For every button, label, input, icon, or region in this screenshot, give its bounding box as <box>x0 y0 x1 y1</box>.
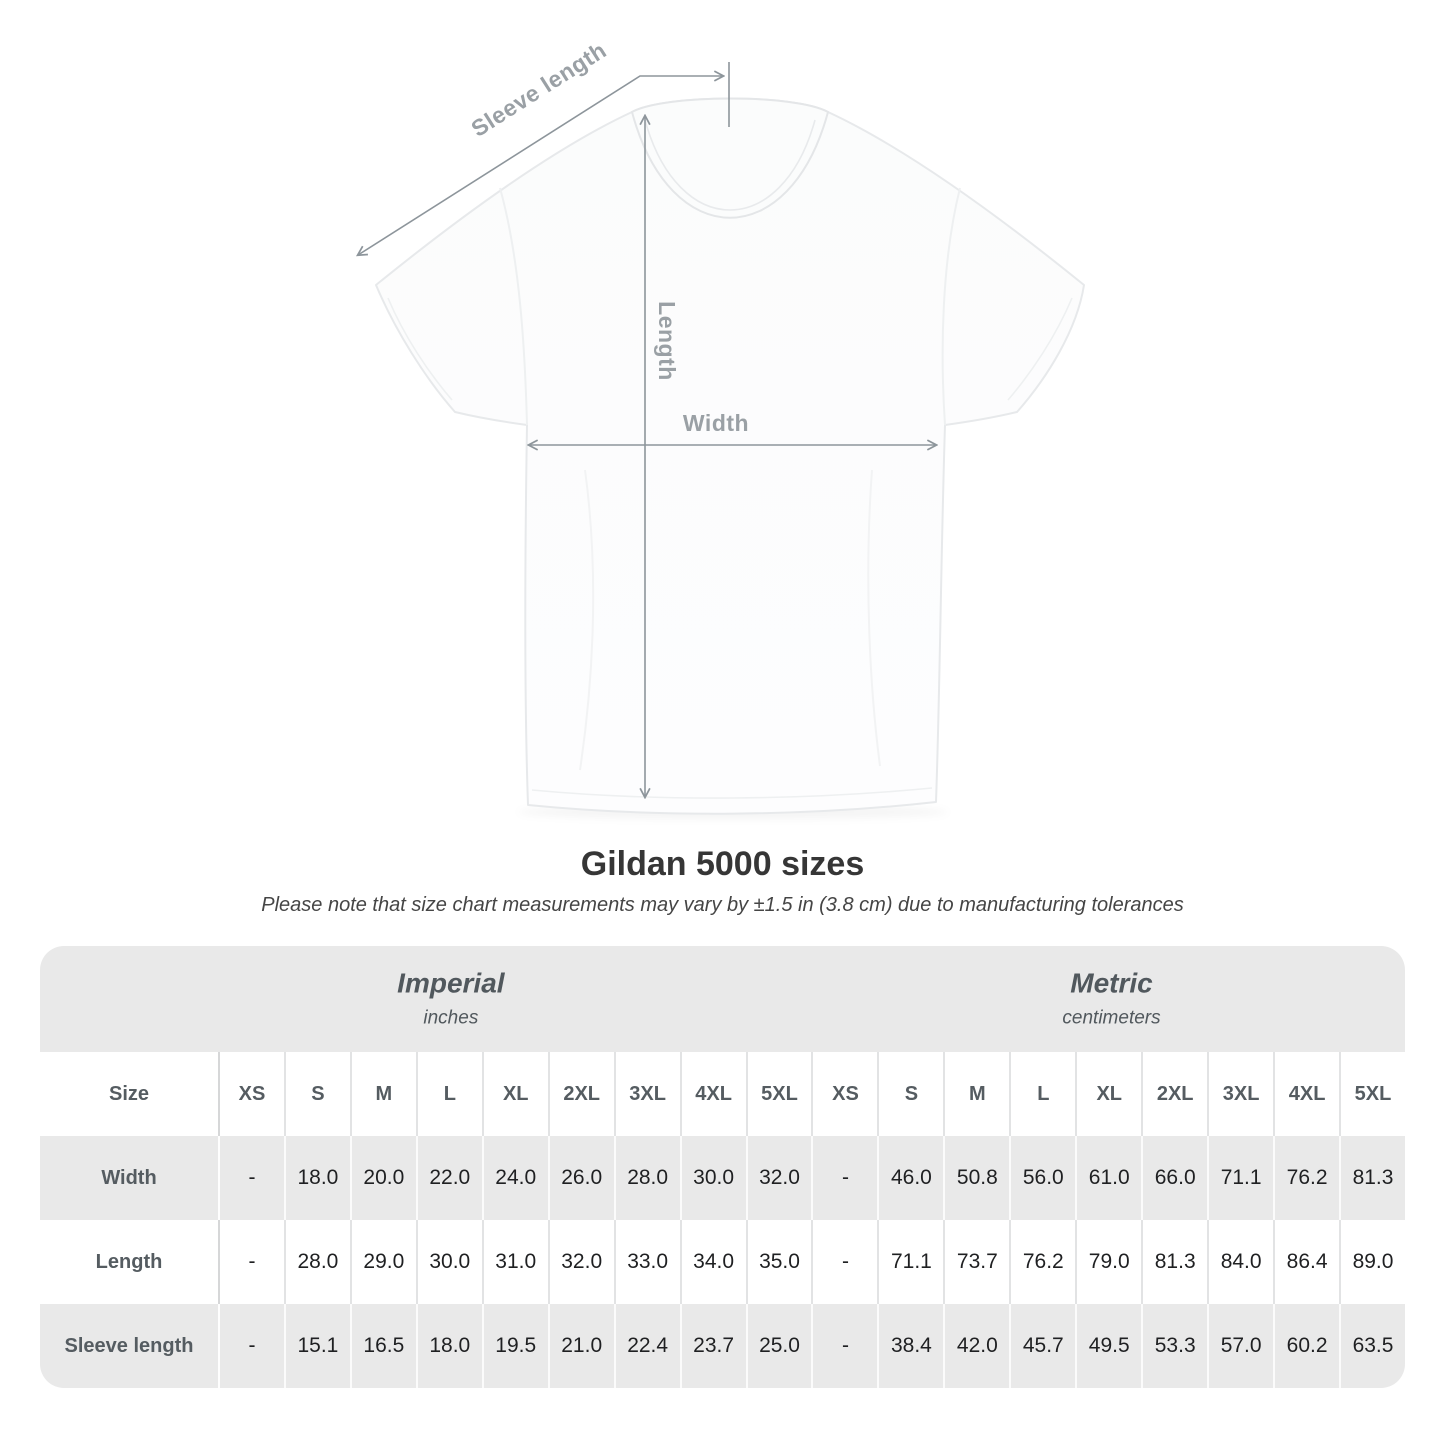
value-cell: 53.3 <box>1141 1304 1207 1388</box>
tolerance-note: Please note that size chart measurements may vary by ±1.5 in (3.8 cm) due to manufacturing tolerances <box>261 894 1184 916</box>
value-cell: 42.0 <box>943 1304 1009 1388</box>
value-cell: 28.0 <box>614 1136 680 1220</box>
column-header: XL <box>482 1052 548 1136</box>
column-header: 4XL <box>680 1052 746 1136</box>
value-cell: 61.0 <box>1075 1136 1141 1220</box>
column-header: S <box>877 1052 943 1136</box>
value-cell: 81.3 <box>1339 1136 1405 1220</box>
column-header: 2XL <box>548 1052 614 1136</box>
value-cell: 23.7 <box>680 1304 746 1388</box>
column-header: 2XL <box>1141 1052 1207 1136</box>
value-cell: 86.4 <box>1273 1220 1339 1304</box>
value-cell: 16.5 <box>350 1304 416 1388</box>
value-cell: 73.7 <box>943 1220 1009 1304</box>
value-cell: 60.2 <box>1273 1304 1339 1388</box>
table-unit-band <box>40 946 1405 1052</box>
value-cell: - <box>218 1220 284 1304</box>
value-cell: - <box>811 1304 877 1388</box>
column-header: L <box>1009 1052 1075 1136</box>
value-cell: 63.5 <box>1339 1304 1405 1388</box>
table-row-width <box>40 1136 1405 1220</box>
table-row-length <box>40 1220 1405 1304</box>
value-cell: 81.3 <box>1141 1220 1207 1304</box>
value-cell: - <box>218 1304 284 1388</box>
imperial-group-header <box>397 968 504 1031</box>
value-cell: 84.0 <box>1207 1220 1273 1304</box>
value-cell: 66.0 <box>1141 1136 1207 1220</box>
value-cell: 18.0 <box>284 1136 350 1220</box>
column-header: M <box>943 1052 1009 1136</box>
value-cell: 71.1 <box>1207 1136 1273 1220</box>
column-header: M <box>350 1052 416 1136</box>
value-cell: 76.2 <box>1009 1220 1075 1304</box>
page-title: Gildan 5000 sizes <box>580 845 865 883</box>
value-cell: 25.0 <box>746 1304 812 1388</box>
value-cell: 15.1 <box>284 1304 350 1388</box>
column-header: XS <box>218 1052 284 1136</box>
value-cell: 71.1 <box>877 1220 943 1304</box>
value-cell: 38.4 <box>877 1304 943 1388</box>
value-cell: 89.0 <box>1339 1220 1405 1304</box>
value-cell: 49.5 <box>1075 1304 1141 1388</box>
value-cell: 21.0 <box>548 1304 614 1388</box>
value-cell: 35.0 <box>746 1220 812 1304</box>
metric-unit: centimeters <box>1062 1007 1161 1029</box>
value-cell: 20.0 <box>350 1136 416 1220</box>
value-cell: 57.0 <box>1207 1304 1273 1388</box>
value-cell: 32.0 <box>746 1136 812 1220</box>
row-label-sleeve-length: Sleeve length <box>64 1334 194 1357</box>
value-cell: 32.0 <box>548 1220 614 1304</box>
metric-label: Metric <box>1070 967 1153 999</box>
size-corner-header: Size <box>108 1082 150 1105</box>
width-label: Width <box>682 410 750 436</box>
value-cell: 31.0 <box>482 1220 548 1304</box>
table-header-row <box>40 1052 1405 1136</box>
value-cell: 79.0 <box>1075 1220 1141 1304</box>
value-cell: - <box>811 1136 877 1220</box>
value-cell: - <box>218 1136 284 1220</box>
value-cell: 29.0 <box>350 1220 416 1304</box>
imperial-label: Imperial <box>397 967 505 999</box>
value-cell: 45.7 <box>1009 1304 1075 1388</box>
column-header: 3XL <box>1207 1052 1273 1136</box>
value-cell: 30.0 <box>680 1136 746 1220</box>
table-row-sleeve-length <box>40 1304 1405 1388</box>
row-label-length: Length <box>95 1250 163 1273</box>
sleeve-length-label: Sleeve length <box>466 36 611 142</box>
value-cell: - <box>811 1220 877 1304</box>
value-cell: 50.8 <box>943 1136 1009 1220</box>
imperial-unit: inches <box>423 1007 479 1029</box>
column-header: S <box>284 1052 350 1136</box>
value-cell: 24.0 <box>482 1136 548 1220</box>
tshirt-graphic <box>376 99 1084 814</box>
column-header: 3XL <box>614 1052 680 1136</box>
column-header: L <box>416 1052 482 1136</box>
value-cell: 34.0 <box>680 1220 746 1304</box>
value-cell: 26.0 <box>548 1136 614 1220</box>
column-header: XS <box>811 1052 877 1136</box>
value-cell: 76.2 <box>1273 1136 1339 1220</box>
value-cell: 30.0 <box>416 1220 482 1304</box>
value-cell: 28.0 <box>284 1220 350 1304</box>
column-header: 5XL <box>1339 1052 1405 1136</box>
metric-group-header <box>1062 968 1160 1031</box>
row-label-width: Width <box>101 1166 157 1189</box>
value-cell: 19.5 <box>482 1304 548 1388</box>
column-header: 5XL <box>746 1052 812 1136</box>
value-cell: 22.0 <box>416 1136 482 1220</box>
value-cell: 18.0 <box>416 1304 482 1388</box>
value-cell: 56.0 <box>1009 1136 1075 1220</box>
length-label: Length <box>654 301 680 381</box>
column-header: XL <box>1075 1052 1141 1136</box>
value-cell: 46.0 <box>877 1136 943 1220</box>
column-header: 4XL <box>1273 1052 1339 1136</box>
size-table <box>40 946 1405 1388</box>
value-cell: 22.4 <box>614 1304 680 1388</box>
value-cell: 33.0 <box>614 1220 680 1304</box>
